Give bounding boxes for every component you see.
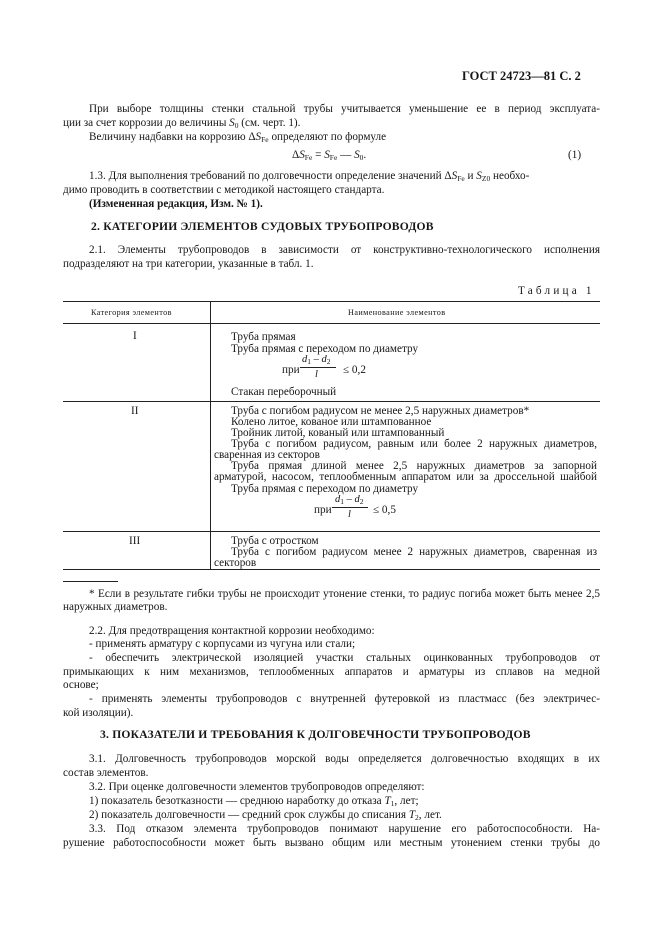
paragraph-text: ции за счет коррозии до величины $S_0$ (см. черт. 1). bbox=[63, 117, 301, 130]
table-row-rule bbox=[63, 401, 600, 402]
formula-number: (1) bbox=[568, 149, 582, 161]
fraction-denominator: l bbox=[315, 369, 318, 380]
table-category-cell: II bbox=[131, 405, 139, 417]
table-column-header: Наименование элементов bbox=[348, 308, 446, 317]
table-label: Таблица 1 bbox=[518, 285, 595, 297]
footnote-text: * Если в результате гибки трубы не происходит утонение стенки, то радиус погиба может быть менее 2,5 bbox=[89, 588, 600, 600]
table-cell-text: Труба прямая bbox=[231, 331, 296, 343]
table-cell-text: секторов bbox=[214, 557, 257, 569]
table-cell-text: ≤ 0,2 bbox=[343, 364, 366, 376]
paragraph-text: димо проводить в соответствии с методикой настоящего стандарта. bbox=[63, 184, 385, 196]
table-cell-text: Труба прямая длиной менее 2,5 наружных диаметров за запорной bbox=[231, 460, 597, 472]
table-cell-text: Труба с погибом радиусом менее 2 наружных диаметров, сваренная из bbox=[231, 546, 597, 558]
footnote-rule bbox=[63, 581, 118, 582]
table-cell-text: Колено литое, кованое или штампованное bbox=[231, 416, 432, 428]
list-item: - обеспечить электрической изоляцией участки стальных оцинкованных трубопроводов от bbox=[89, 652, 600, 664]
table-top-rule bbox=[63, 301, 600, 302]
paragraph-text: состав элементов. bbox=[63, 767, 149, 779]
paragraph-text: рушение работоспособности может быть вызвано общим или местным утонением стенки трубы до bbox=[63, 837, 600, 849]
section-title: 2. КАТЕГОРИИ ЭЛЕМЕНТОВ СУДОВЫХ ТРУБОПРОВОДОВ bbox=[91, 220, 434, 233]
table-column-divider bbox=[210, 301, 211, 569]
paragraph-text: При выборе толщины стенки стальной трубы учитывается уменьшение ее в период эксплуата- bbox=[89, 103, 600, 115]
fraction-line bbox=[332, 507, 368, 508]
table-row-rule bbox=[63, 531, 600, 532]
paragraph-text: 3.1. Долговечность трубопроводов морской воды определяется долговечностью входящих в их bbox=[89, 753, 600, 765]
paragraph-text: подразделяют на три категории, указанные в табл. 1. bbox=[63, 258, 314, 270]
fraction-line bbox=[300, 367, 336, 368]
list-item: 1) показатель безотказности — среднюю наработку до отказа $T_1$, лет; bbox=[89, 795, 419, 808]
fraction-denominator: l bbox=[348, 509, 351, 520]
section-title: 3. ПОКАЗАТЕЛИ И ТРЕБОВАНИЯ К ДОЛГОВЕЧНОСТИ ТРУБОПРОВОДОВ bbox=[100, 728, 531, 741]
table-cell-text: Труба прямая с переходом по диаметру bbox=[231, 343, 419, 355]
table-bottom-rule bbox=[63, 569, 600, 570]
list-item: кой изоляции). bbox=[63, 707, 134, 719]
table-cell-text: Труба с отростком bbox=[231, 535, 319, 547]
table-cell-text: Труба с погибом радиусом, равным или более 2 наружных диаметров, bbox=[231, 438, 597, 450]
table-cell-text: Труба прямая с переходом по диаметру bbox=[231, 483, 419, 495]
table-header-rule bbox=[63, 323, 600, 324]
list-item: - применять арматуру с корпусами из чугуна или стали; bbox=[89, 638, 356, 650]
paragraph-text: 3.3. Под отказом элемента трубопроводов понимают нарушение его работоспособности. На- bbox=[89, 823, 600, 835]
page-header: ГОСТ 24723—81 С. 2 bbox=[462, 69, 581, 83]
table-category-cell: III bbox=[129, 535, 141, 547]
list-item: основе; bbox=[63, 679, 99, 691]
edition-note: (Измененная редакция, Изм. № 1). bbox=[89, 198, 263, 210]
table-column-header: Категория элементов bbox=[91, 308, 172, 317]
paragraph-text: 1.3. Для выполнения требований по долговечности определение значений $\Delta S_{Fe}$ и $S_{Z0}$ необхо- bbox=[89, 170, 530, 183]
table-cell-text: при bbox=[314, 504, 332, 516]
table-cell-text: Труба с погибом радиусом не менее 2,5 наружных диаметров* bbox=[231, 405, 530, 417]
fraction-numerator: $d_1 - d_2$ bbox=[335, 494, 364, 506]
paragraph-text: 3.2. При оценке долговечности элементов трубопроводов определяют: bbox=[89, 781, 425, 793]
list-item: - применять элементы трубопроводов с внутренней футеровкой из пластмасс (без электричес- bbox=[89, 693, 600, 705]
table-cell-text: при bbox=[282, 364, 300, 376]
paragraph-text: 2.2. Для предотвращения контактной коррозии необходимо: bbox=[89, 625, 375, 637]
paragraph-text: 2.1. Элементы трубопроводов в зависимости от конструктивно-технологического исполнения bbox=[89, 244, 600, 256]
table-cell-text: Тройник литой, кованый или штампованный bbox=[231, 427, 445, 439]
table-cell-text: арматурой, насосом, теплообменным аппаратом или за дроссельной шайбой bbox=[214, 471, 597, 483]
paragraph-text: Величину надбавки на коррозию $\Delta S_{Fe}$ определяют по формуле bbox=[89, 131, 387, 144]
table-cell-text: ≤ 0,5 bbox=[373, 504, 396, 516]
table-cell-text: Стакан переборочный bbox=[231, 386, 337, 398]
list-item: 2) показатель долговечности — средний срок службы до списания $T_2$, лет. bbox=[89, 809, 442, 822]
footnote-text: наружных диаметров. bbox=[63, 601, 168, 613]
table-cell-text: сваренная из секторов bbox=[214, 449, 320, 461]
fraction-numerator: $d_1 - d_2$ bbox=[302, 354, 331, 366]
list-item: примыкающих к ним механизмов, теплообменных аппаратов и арматуры из сплавов на медной bbox=[63, 666, 600, 678]
formula-1: $\Delta S_{Fe} = S_{Fe}$ — $S_0$. bbox=[292, 149, 367, 162]
table-category-cell: I bbox=[133, 330, 137, 342]
